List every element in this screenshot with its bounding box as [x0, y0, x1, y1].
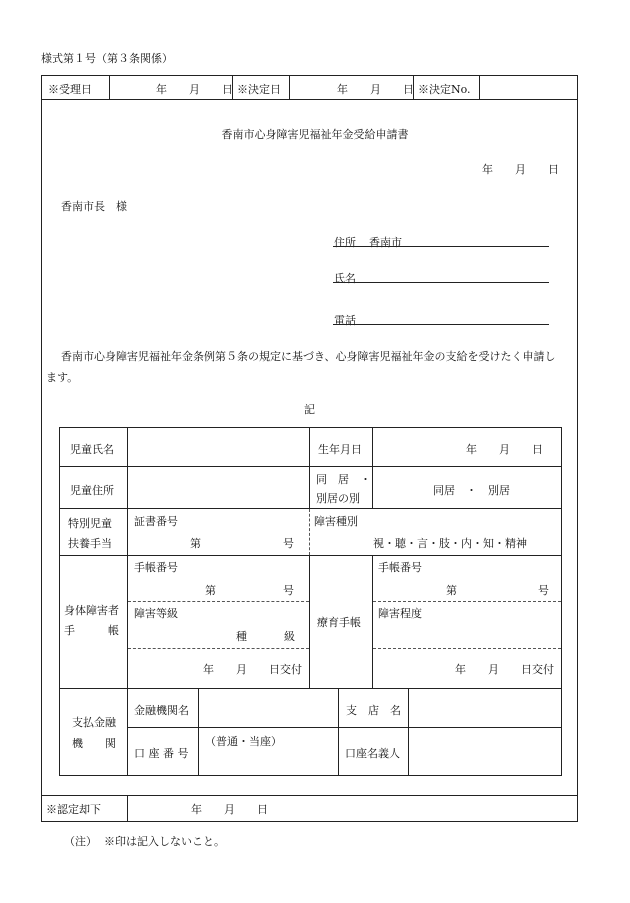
grade-shu: 種 — [236, 630, 247, 643]
physical-handbook-label-1: 身体障害者 — [64, 604, 119, 617]
decision-no-label: ※決定No. — [418, 83, 471, 96]
addressee: 香南市長 様 — [61, 200, 127, 213]
branch-field[interactable] — [411, 691, 559, 725]
cohabit-label-1: 同 居 ・ — [316, 473, 371, 486]
handbook-dai: 第 — [205, 584, 216, 597]
handbook-gou: 号 — [283, 584, 294, 597]
note-prefix: （注） — [64, 835, 97, 848]
physical-handbook-label-2: 手 帳 — [64, 624, 119, 637]
phone-label: 電話 — [334, 314, 356, 327]
decision-no-field[interactable] — [482, 78, 575, 98]
disability-type-label: 障害種別 — [314, 515, 358, 528]
bank-name-field[interactable] — [201, 691, 335, 725]
certificate-no-label: 証書番号 — [134, 515, 178, 528]
ryoiku-gou: 号 — [538, 584, 549, 597]
child-name-label: 児童氏名 — [70, 443, 114, 456]
body-text-line2: ます。 — [46, 371, 79, 384]
branch-label: 支 店 名 — [346, 704, 401, 717]
disability-type-options[interactable]: 視・聴・言・肢・内・知・精神 — [373, 537, 527, 550]
special-allowance-label-1: 特別児童 — [68, 517, 112, 530]
account-no-label: 口 座 番 号 — [134, 747, 189, 760]
form-title: 香南市心身障害児福祉年金受給申請書 — [221, 128, 409, 141]
account-holder-field[interactable] — [411, 730, 559, 772]
received-label: ※受理日 — [48, 83, 92, 96]
application-date[interactable]: 年 月 日 — [482, 163, 559, 176]
child-address-label: 児童住所 — [70, 484, 114, 497]
account-holder-label: 口座名義人 — [345, 747, 400, 760]
birth-date-value[interactable]: 年 月 日 — [466, 443, 543, 456]
bank-name-label: 金融機関名 — [134, 704, 189, 717]
cohabit-label-2: 別居の別 — [316, 492, 360, 505]
address-value[interactable]: 香南市 — [369, 236, 402, 249]
name-underline[interactable] — [333, 282, 549, 283]
payment-institution-label-2: 機 関 — [72, 737, 116, 750]
account-type[interactable]: （普通・当座） — [205, 735, 282, 748]
address-underline — [333, 246, 549, 247]
name-label: 氏名 — [334, 272, 356, 285]
disability-grade-label: 障害等級 — [134, 607, 178, 620]
certificate-gou: 号 — [283, 537, 294, 550]
birth-date-label: 生年月日 — [318, 443, 362, 456]
rejection-label: ※認定却下 — [46, 803, 101, 816]
rejection-date[interactable]: 年 月 日 — [191, 803, 268, 816]
special-allowance-label-2: 扶養手当 — [68, 537, 112, 550]
decision-date[interactable]: 年 月 日 — [337, 83, 414, 96]
decision-label: ※決定日 — [237, 83, 281, 96]
body-text-line1: 香南市心身障害児福祉年金条例第５条の規定に基づき、心身障害児福祉年金の支給を受けたく申請し — [61, 350, 556, 363]
child-address-field[interactable] — [130, 469, 306, 505]
ryoiku-handbook-label: 療育手帳 — [317, 616, 361, 629]
cohabit-value[interactable]: 同居 ・ 別居 — [433, 484, 510, 497]
ryoiku-no-label: 手帳番号 — [378, 561, 422, 574]
handbook-issue-date[interactable]: 年 月 日交付 — [203, 663, 302, 676]
disability-degree-label: 障害程度 — [378, 607, 422, 620]
ki-label: 記 — [304, 403, 315, 416]
address-label: 住所 — [334, 236, 356, 249]
certificate-dai: 第 — [190, 537, 201, 550]
note-text: ※印は記入しないこと。 — [104, 835, 225, 848]
grade-kyu: 級 — [284, 630, 295, 643]
phone-underline[interactable] — [333, 324, 549, 325]
form-number: 様式第１号（第３条関係） — [41, 52, 173, 65]
ryoiku-issue-date[interactable]: 年 月 日交付 — [455, 663, 554, 676]
ryoiku-dai: 第 — [446, 584, 457, 597]
handbook-no-label: 手帳番号 — [134, 561, 178, 574]
payment-institution-label-1: 支払金融 — [72, 716, 116, 729]
received-date[interactable]: 年 月 日 — [156, 83, 233, 96]
child-name-field[interactable] — [130, 430, 306, 464]
